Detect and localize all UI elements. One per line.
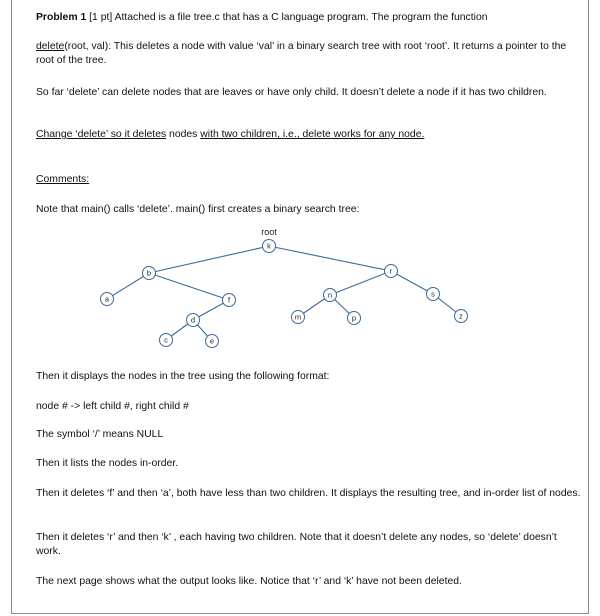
edge-b-f [149,273,229,300]
current-behavior: So far ‘delete’ can delete nodes that are leaves or have only child. It doesn’t delete a node if it has two children. [36,87,547,98]
display-format-intro: Then it displays the nodes in the tree using the following format: [36,371,330,382]
node-r [385,265,398,278]
delete-function-name: delete [36,41,65,52]
node-s [427,288,440,301]
svg-text:z: z [459,311,463,321]
comments-label: Comments: [36,174,90,185]
null-symbol-note: The symbol ‘/’ means NULL [36,429,164,440]
node-d [187,314,200,327]
node-a [101,293,114,306]
edge-k-b [149,246,269,273]
task-part-1: Change ‘delete’ so it deletes [36,129,167,140]
main-note: Note that main() calls ‘delete’. main() first creates a binary search tree: [36,204,360,215]
svg-text:m: m [294,312,302,322]
edge-b-a [107,273,149,299]
svg-text:r: r [389,266,393,276]
edge-k-r [269,246,391,271]
edge-r-s [391,271,433,294]
node-k [263,240,276,253]
node-m [292,311,305,324]
svg-text:f: f [227,295,231,305]
problem-intro-text: Attached is a file tree.c that has a C language program. The program the function [114,12,488,23]
svg-text:n: n [327,290,333,300]
node-e [206,335,219,348]
problem-heading: Problem 1 [36,12,87,23]
node-n [324,289,337,302]
svg-text:a: a [104,294,110,304]
problem-points: [1 pt] [89,12,113,23]
task-part-3: with two children, i.e., delete works for any node. [200,129,425,140]
delete-leaves-note: Then it deletes ‘f’ and then ‘a’, both have less than two children. It displays the resulting tree, and in-order list of nodes. [36,488,581,499]
inorder-note: Then it lists the nodes in-order. [36,458,179,469]
display-format: node # -> left child #, right child # [36,401,189,412]
svg-text:c: c [164,335,168,345]
svg-text:p: p [351,313,357,323]
svg-text:s: s [431,289,435,299]
delete-two-children-note: Then it deletes ‘r’ and then ‘k’ , each having two children. Note that it doesn’t delete any nodes, so ‘delete’ doesn’t work. [36,532,557,557]
node-f [223,294,236,307]
node-c [160,334,173,347]
svg-text:b: b [146,268,152,278]
next-page-note: The next page shows what the output looks like. Notice that ‘r’ and ‘k’ have not been deleted. [36,576,462,587]
delete-description-text: (root, val): This deletes a node with value ‘val’ in a binary search tree with root ‘root’. It returns a pointer to the root of the tree. [36,41,567,66]
root-label: root [261,227,277,237]
node-b [143,267,156,280]
svg-text:e: e [209,336,215,346]
edge-r-n [330,271,391,295]
svg-text:k: k [267,241,271,251]
svg-text:d: d [190,315,196,325]
node-z [455,310,468,323]
task-part-2: nodes [166,129,201,140]
node-p [348,312,361,325]
